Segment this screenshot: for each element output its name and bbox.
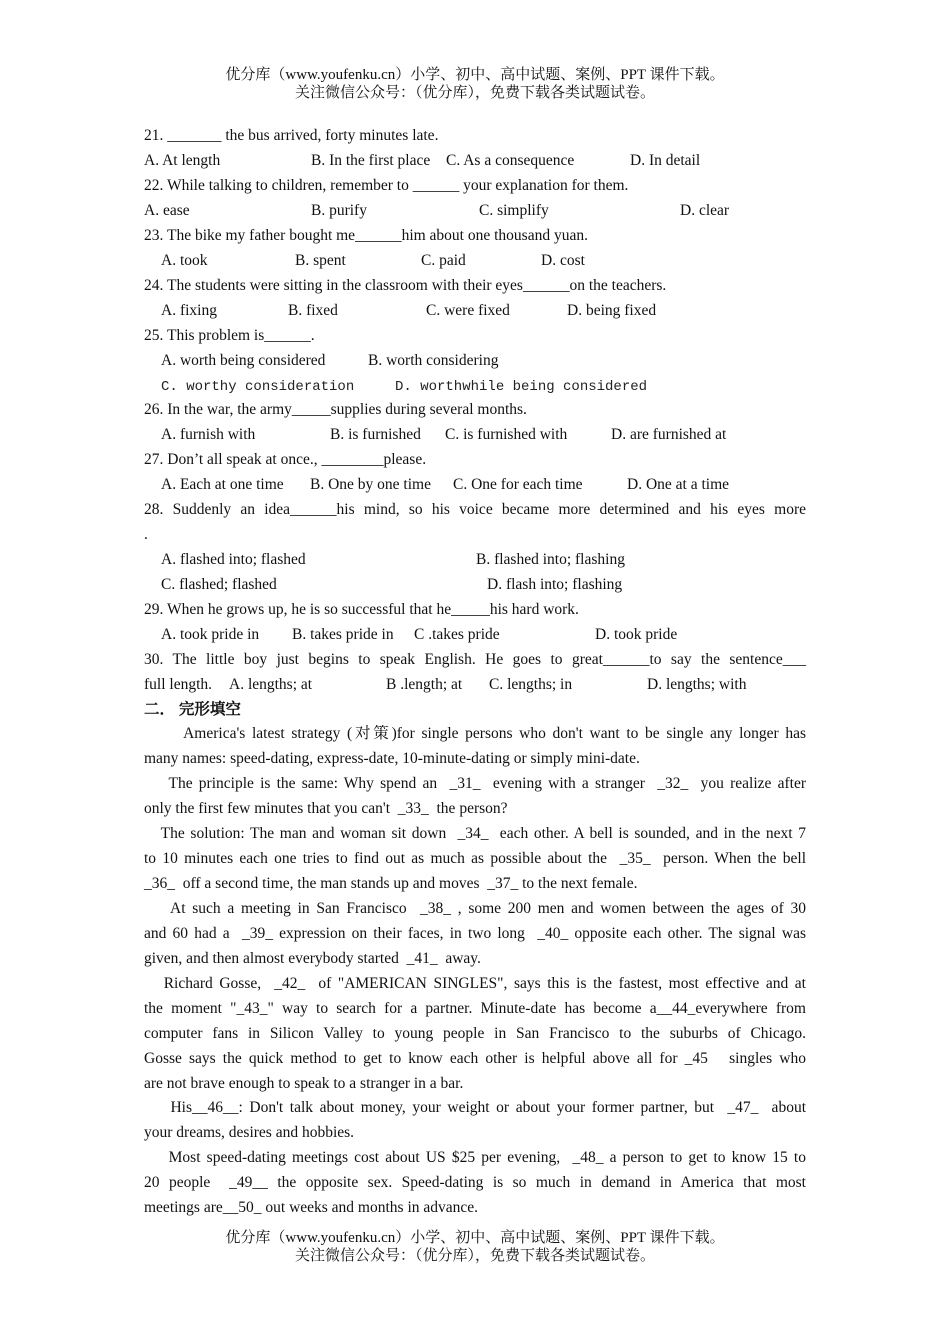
passage-line: and 60 had a _39_ expression on their faces, in two long _40_ opposite each other. The signal was — [144, 925, 806, 942]
passage-line: many names: speed-dating, express-date, 10-minute-dating or simply mini-date. — [144, 750, 640, 767]
passage-line: given, and then almost everybody started _41_ away. — [144, 950, 481, 967]
q26-option-a: A. furnish with — [161, 426, 256, 443]
q24-option-b: B. fixed — [288, 302, 338, 319]
passage-line: 20 people _49__ the opposite sex. Speed-dating is so much in demand in America that most — [144, 1174, 806, 1191]
q25-option-c: C. worthy consideration — [161, 379, 355, 395]
q22-option-a: A. ease — [144, 202, 190, 219]
passage-line: America's latest strategy (对策)for single persons who don't want to be single any longer has — [144, 725, 806, 742]
passage-line: your dreams, desires and hobbies. — [144, 1124, 355, 1141]
q21-option-a: A. At length — [144, 152, 221, 169]
question-27-stem: 27. Don’t all speak at once., ________please. — [144, 451, 427, 468]
q25-option-d: D. worthwhile being considered — [395, 379, 648, 395]
q24-option-d: D. being fixed — [567, 302, 657, 319]
question-28-stem-end: . — [144, 526, 148, 543]
question-23-stem: 23. The bike my father bought me______him about one thousand yuan. — [144, 227, 588, 244]
q26-option-b: B. is furnished — [330, 426, 421, 443]
q23-option-b: B. spent — [295, 252, 346, 269]
q23-option-c: C. paid — [421, 252, 466, 269]
q27-option-b: B. One by one time — [310, 476, 431, 493]
question-30-stem: 30. The little boy just begins to speak English. He goes to great______to say the sentence___ — [144, 651, 806, 668]
header-line-1: 优分库（www.youfenku.cn）小学、初中、高中试题、案例、PPT 课件下载。 — [225, 67, 725, 83]
q24-option-c: C. were fixed — [426, 302, 510, 319]
q21-option-c: C. As a consequence — [446, 152, 575, 169]
passage-line: only the first few minutes that you can't _33_ the person? — [144, 800, 508, 817]
q21-option-d: D. In detail — [630, 152, 701, 169]
passage-line: At such a meeting in San Francisco _38_ , some 200 men and women between the ages of 30 — [144, 900, 806, 917]
question-30-stem-end: full length. — [144, 676, 213, 693]
question-26-stem: 26. In the war, the army_____supplies during several months. — [144, 401, 527, 418]
q21-option-b: B. In the first place — [311, 152, 431, 169]
q26-option-d: D. are furnished at — [611, 426, 727, 443]
q30-option-a: A. lengths; at — [229, 676, 313, 693]
q23-option-a: A. took — [161, 252, 208, 269]
q30-option-b: B .length; at — [386, 676, 463, 693]
question-25-stem: 25. This problem is______. — [144, 327, 315, 344]
passage-line: The solution: The man and woman sit down _34_ each other. A bell is sounded, and in the next 7 — [144, 825, 806, 842]
q30-option-d: D. lengths; with — [647, 676, 747, 693]
passage-line: Most speed-dating meetings cost about US $25 per evening, _48_ a person to get to know 15 to — [144, 1149, 806, 1166]
footer-line-1: 优分库（www.youfenku.cn）小学、初中、高中试题、案例、PPT 课件下载。 — [225, 1230, 725, 1246]
passage-line: to 10 minutes each one tries to find out as much as possible about the _35_ person. When the bell — [144, 850, 806, 867]
q29-option-a: A. took pride in — [161, 626, 260, 643]
q22-option-d: D. clear — [680, 202, 730, 219]
footer-line-2: 关注微信公众号：（优分库），免费下载各类试题试卷。 — [294, 1248, 655, 1264]
header-line-2: 关注微信公众号：（优分库），免费下载各类试题试卷。 — [294, 85, 655, 101]
passage-line: are not brave enough to speak to a stranger in a bar. — [144, 1075, 464, 1092]
q27-option-c: C. One for each time — [453, 476, 583, 493]
passage-line: His__46__: Don't talk about money, your weight or about your former partner, but _47_ about — [144, 1099, 806, 1116]
q30-option-c: C. lengths; in — [489, 676, 573, 693]
passage-line: The principle is the same: Why spend an _31_ evening with a stranger _32_ you realize after — [144, 775, 806, 792]
q22-option-b: B. purify — [311, 202, 367, 219]
question-28-stem: 28. Suddenly an idea______his mind, so his voice became more determined and his eyes more — [144, 501, 806, 518]
passage-line: Gosse says the quick method to get to know each other is helpful above all for _45 singles who — [144, 1050, 806, 1067]
question-21-stem: 21. _______ the bus arrived, forty minutes late. — [144, 127, 439, 144]
q27-option-d: D. One at a time — [627, 476, 730, 493]
q29-option-d: D. took pride — [595, 626, 678, 643]
q26-option-c: C. is furnished with — [445, 426, 568, 443]
q27-option-a: A. Each at one time — [161, 476, 284, 493]
q22-option-c: C. simplify — [479, 202, 549, 219]
q25-option-a: A. worth being considered — [161, 352, 326, 369]
question-29-stem: 29. When he grows up, he is so successful that he_____his hard work. — [144, 601, 579, 618]
q28-option-d: D. flash into; flashing — [487, 576, 623, 593]
q28-option-c: C. flashed; flashed — [161, 576, 277, 593]
q28-option-a: A. flashed into; flashed — [161, 551, 306, 568]
passage-line: the moment "_43_" way to search for a partner. Minute-date has become a__44_everywhere from — [144, 1000, 806, 1017]
q29-option-b: B. takes pride in — [292, 626, 394, 643]
question-24-stem: 24. The students were sitting in the classroom with their eyes______on the teachers. — [144, 277, 667, 294]
passage-line: Richard Gosse, _42_ of "AMERICAN SINGLES", says this is the fastest, most effective and at — [144, 975, 806, 992]
q28-option-b: B. flashed into; flashing — [476, 551, 625, 568]
passage-line: meetings are__50_ out weeks and months in advance. — [144, 1199, 479, 1216]
q25-option-b: B. worth considering — [368, 352, 499, 369]
passage-line: _36_ off a second time, the man stands up and moves _37_ to the next female. — [144, 875, 638, 892]
question-22-stem: 22. While talking to children, remember to ______ your explanation for them. — [144, 177, 629, 194]
passage-line: computer fans in Silicon Valley to young people in San Francisco to the suburbs of Chicago. — [144, 1025, 806, 1042]
q23-option-d: D. cost — [541, 252, 585, 269]
section-2-title: 二． 完形填空 — [144, 701, 241, 718]
q29-option-c: C .takes pride — [414, 626, 500, 643]
q24-option-a: A. fixing — [161, 302, 217, 319]
